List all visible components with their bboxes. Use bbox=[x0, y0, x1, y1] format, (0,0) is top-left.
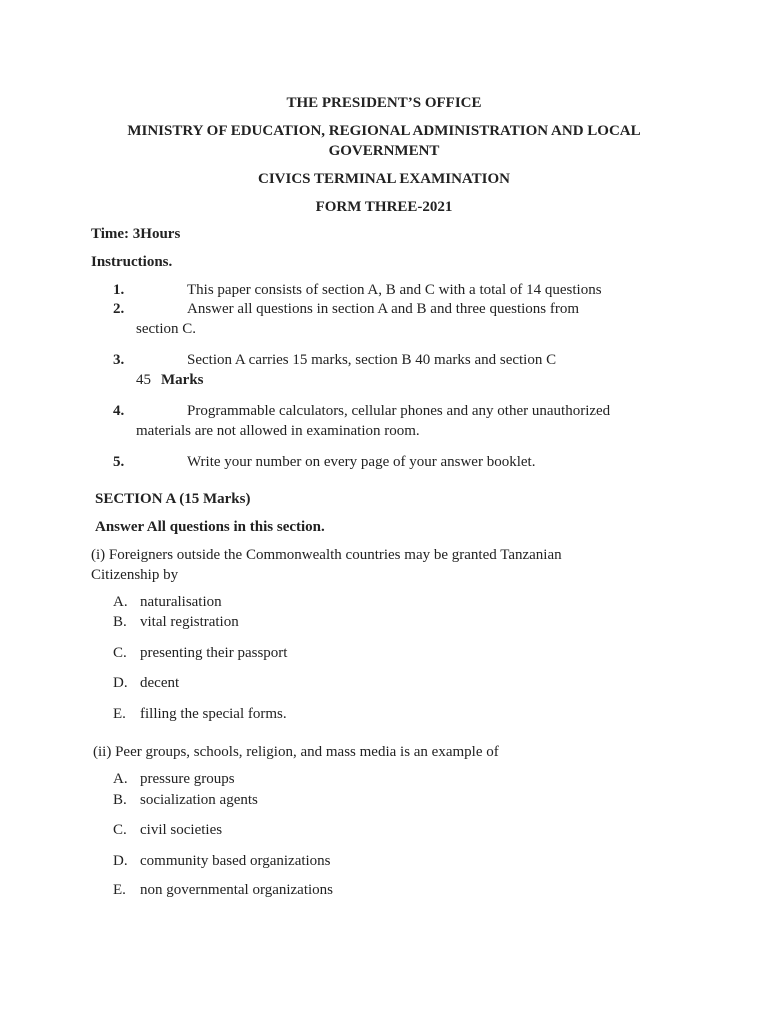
instruction-number: 3. bbox=[113, 352, 125, 368]
question-stem: (ii) Peer groups, schools, religion, and mass media is an example of bbox=[93, 744, 499, 760]
time-allowed: Time: 3Hours bbox=[91, 226, 181, 242]
option-text: presenting their passport bbox=[140, 645, 288, 661]
instruction-number: 2. bbox=[113, 301, 125, 317]
question-stem: (i) Foreigners outside the Commonwealth countries may be granted Tanzanian bbox=[91, 547, 562, 563]
option-text: pressure groups bbox=[140, 771, 235, 787]
instruction-marks-label: Marks bbox=[161, 372, 204, 388]
header-office: THE PRESIDENT’S OFFICE bbox=[286, 95, 482, 111]
option-text: community based organizations bbox=[140, 853, 331, 869]
section-a-title: SECTION A (15 Marks) bbox=[95, 491, 251, 507]
option-letter: A. bbox=[113, 771, 128, 787]
header-ministry-cont: GOVERNMENT bbox=[328, 143, 440, 159]
option-text: non governmental organizations bbox=[140, 882, 334, 898]
option-letter: A. bbox=[113, 594, 128, 610]
option-text: naturalisation bbox=[140, 594, 222, 610]
section-a-subtitle: Answer All questions in this section. bbox=[95, 519, 325, 535]
option-text: civil societies bbox=[140, 822, 223, 838]
option-letter: C. bbox=[113, 822, 127, 838]
instruction-text-cont: materials are not allowed in examination room. bbox=[136, 423, 420, 439]
option-letter: E. bbox=[113, 706, 126, 722]
instruction-number: 1. bbox=[113, 282, 125, 298]
instruction-text-cont: section C. bbox=[136, 321, 196, 337]
instruction-text: Write your number on every page of your answer booklet. bbox=[187, 454, 536, 470]
header-form: FORM THREE-2021 bbox=[315, 199, 453, 215]
option-letter: B. bbox=[113, 792, 127, 808]
instruction-text: Programmable calculators, cellular phones and any other unauthorized bbox=[187, 403, 611, 419]
question-stem-cont: Citizenship by bbox=[91, 567, 179, 583]
header-exam-title: CIVICS TERMINAL EXAMINATION bbox=[258, 171, 510, 187]
instructions-title: Instructions. bbox=[91, 254, 173, 270]
option-letter: D. bbox=[113, 853, 128, 869]
instruction-text: This paper consists of section A, B and C with a total of 14 questions bbox=[187, 282, 602, 298]
option-text: socialization agents bbox=[140, 792, 258, 808]
option-letter: E. bbox=[113, 882, 126, 898]
option-text: decent bbox=[140, 675, 180, 691]
option-text: filling the special forms. bbox=[140, 706, 287, 722]
header-ministry: MINISTRY OF EDUCATION, REGIONAL ADMINISTRATION AND LOCAL bbox=[127, 123, 641, 139]
option-letter: B. bbox=[113, 614, 127, 630]
option-letter: D. bbox=[113, 675, 128, 691]
option-text: vital registration bbox=[140, 614, 239, 630]
instruction-number: 4. bbox=[113, 403, 125, 419]
instruction-text-cont: 45 bbox=[136, 372, 151, 388]
instruction-number: 5. bbox=[113, 454, 125, 470]
instruction-text: Section A carries 15 marks, section B 40 marks and section C bbox=[187, 352, 557, 368]
option-letter: C. bbox=[113, 645, 127, 661]
instruction-text: Answer all questions in section A and B and three questions from bbox=[187, 301, 580, 317]
